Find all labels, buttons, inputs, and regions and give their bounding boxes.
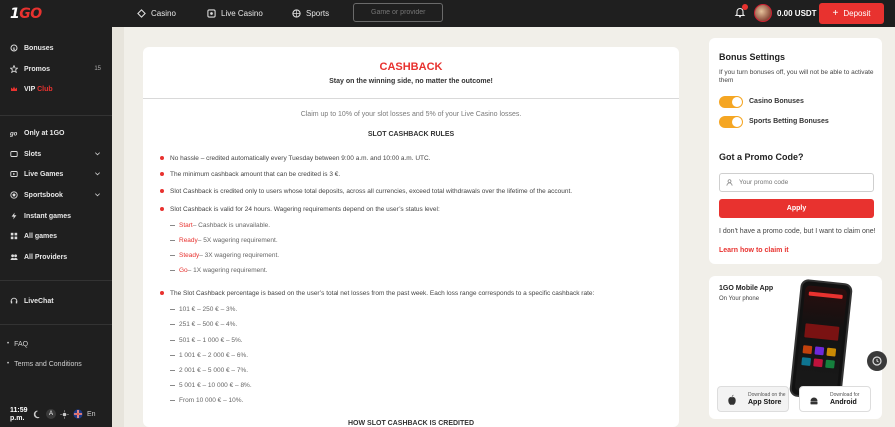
dash-mark — [170, 385, 175, 386]
range-text: 251 € – 500 € – 4%. — [179, 320, 238, 328]
sidebar-item-only-at-1go[interactable] — [10, 126, 105, 140]
rule-text: Slot Cashback is valid for 24 hours. Wagering requirements depend on the user’s status level: — [170, 205, 440, 213]
sidebar-label: Live Games — [24, 170, 64, 178]
range-text: 5 001 € – 10 000 € – 8%. — [179, 381, 252, 389]
rule-item — [160, 169, 340, 179]
level-text: – Cashback is unavailable. — [192, 221, 271, 229]
no-code-text: I don't have a promo code, but I want to claim one! — [719, 228, 876, 235]
sidebar-label: Instant games — [24, 212, 72, 220]
nav-live-casino[interactable] — [207, 0, 263, 27]
dash-mark — [170, 340, 175, 341]
sidebar-link-faq[interactable] — [7, 338, 28, 350]
clock-ampm: p.m. — [10, 415, 25, 422]
search-input[interactable] — [353, 3, 443, 22]
bonus-settings-title: Bonus Settings — [719, 52, 786, 62]
phone-game-tile — [826, 348, 836, 357]
star-icon — [10, 65, 18, 73]
content-gutter — [112, 27, 124, 427]
level-name: Ready — [179, 236, 198, 244]
vip-label: VIP — [24, 85, 36, 93]
slots-icon — [10, 150, 18, 158]
mobile-app-panel — [709, 276, 882, 419]
bullet-dot — [160, 172, 164, 176]
svg-text:$: $ — [12, 45, 16, 51]
sidebar-footer-label: Terms and Conditions — [14, 360, 82, 368]
deposit-button[interactable] — [819, 3, 884, 24]
sidebar-item-bonuses[interactable] — [10, 41, 105, 55]
cashback-card — [143, 47, 679, 427]
phone-game-tile — [803, 345, 813, 354]
logo[interactable]: 1GO — [10, 6, 42, 22]
sidebar-label: Slots — [24, 150, 42, 158]
rule-item — [160, 153, 431, 163]
section-title: HOW SLOT CASHBACK IS CREDITED — [348, 420, 474, 427]
divider — [143, 98, 679, 99]
sidebar-divider — [0, 280, 112, 281]
sports-icon — [292, 9, 301, 18]
nav-casino[interactable] — [137, 0, 176, 27]
theme-auto-toggle[interactable]: A — [46, 409, 56, 419]
phone-game-tile — [825, 360, 835, 369]
club-label: Club — [37, 85, 53, 93]
rule-text: Slot Cashback is credited only to users whose total deposits, across all currencies, exceed total withdrawals over the lifetime of the account. — [170, 187, 573, 195]
sidebar-divider — [0, 324, 112, 325]
providers-icon — [10, 253, 18, 261]
range-text: 501 € – 1 000 € – 5%. — [179, 336, 243, 344]
sidebar-divider — [0, 115, 112, 116]
sidebar — [0, 27, 112, 427]
sidebar-label: All games — [24, 232, 58, 240]
clock-time: 11:59 — [10, 407, 28, 414]
sidebar-link-terms[interactable] — [7, 358, 82, 370]
level-item — [170, 265, 268, 275]
top-bar — [0, 0, 895, 27]
sidebar-item-livechat[interactable] — [10, 294, 105, 308]
app-store-button[interactable] — [717, 386, 789, 412]
moon-icon[interactable] — [33, 410, 42, 419]
dash-mark — [170, 270, 175, 271]
notification-dot — [742, 4, 748, 10]
live-games-icon — [10, 170, 18, 178]
intro-text: Claim up to 10% of your slot losses and 5% of your Live Casino losses. — [300, 111, 522, 118]
avatar[interactable] — [754, 4, 772, 22]
bullet-icon: • — [7, 361, 10, 367]
1go-icon — [10, 129, 18, 137]
rule-text: No hassle – credited automatically every Tuesday between 9:00 a.m. and 10:00 a.m. UTC. — [170, 154, 431, 162]
bonus-icon — [10, 44, 18, 52]
phone-game-tile — [813, 358, 823, 367]
dash-mark — [170, 240, 175, 241]
android-icon — [808, 394, 820, 406]
bonus-settings-panel — [709, 38, 882, 264]
sidebar-label — [24, 86, 53, 93]
flag-uk-icon[interactable] — [73, 409, 83, 419]
level-text: – 1X wagering requirement. — [187, 266, 268, 274]
chevron-down-icon[interactable] — [94, 150, 101, 157]
level-item — [170, 220, 270, 230]
phone-game-tile — [801, 357, 811, 366]
plus-icon: + — [832, 8, 839, 19]
nav-casino-label: Casino — [151, 9, 176, 18]
sidebar-label: LiveChat — [24, 297, 54, 305]
apple-icon — [726, 394, 738, 406]
range-item — [170, 350, 248, 360]
phone-mockup — [789, 279, 853, 402]
casino-icon — [137, 9, 146, 18]
sidebar-item-instant-games[interactable] — [10, 209, 105, 223]
clock — [10, 407, 28, 423]
range-item — [170, 395, 243, 405]
level-item — [170, 235, 278, 245]
sidebar-label: Only at 1GO — [24, 129, 65, 137]
level-item — [170, 250, 279, 260]
grid-icon — [10, 232, 18, 240]
promos-count-badge: 15 — [94, 66, 101, 72]
lightning-icon — [10, 212, 18, 220]
bullet-dot — [160, 156, 164, 160]
range-item — [170, 335, 243, 345]
level-name: Start — [179, 221, 193, 229]
sidebar-item-vip-club[interactable] — [10, 82, 105, 96]
android-small: Download for — [830, 392, 860, 398]
phone-screen — [795, 285, 848, 395]
range-text: 1 001 € – 2 000 € – 6%. — [179, 351, 249, 359]
sports-bonuses-label: Sports Betting Bonuses — [749, 118, 829, 125]
rule-item — [160, 288, 594, 298]
chevron-down-icon[interactable] — [94, 191, 101, 198]
svg-text:go: go — [10, 131, 18, 137]
sidebar-footer-label: FAQ — [14, 340, 29, 348]
bullet-icon: • — [7, 341, 10, 347]
learn-how-link[interactable]: Learn how to claim it — [719, 247, 789, 254]
sidebar-label: Sportsbook — [24, 191, 63, 199]
rule-item — [160, 186, 572, 196]
android-button[interactable] — [799, 386, 871, 412]
rule-item — [160, 204, 440, 214]
dash-mark — [170, 370, 175, 371]
casino-bonuses-toggle[interactable] — [719, 96, 743, 108]
chat-fab-button[interactable] — [867, 351, 887, 371]
sidebar-item-live-games[interactable] — [10, 167, 105, 181]
level-name: Steady — [179, 251, 200, 259]
user-icon — [726, 179, 733, 186]
chat-icon — [867, 351, 887, 371]
range-text: 2 001 € – 5 000 € – 7%. — [179, 366, 249, 374]
chevron-down-icon[interactable] — [94, 170, 101, 177]
sidebar-item-promos[interactable] — [10, 62, 105, 76]
range-text: From 10 000 € – 10%. — [179, 396, 244, 404]
sidebar-label: Promos — [24, 65, 51, 73]
sidebar-label: Bonuses — [24, 44, 54, 52]
dash-mark — [170, 355, 175, 356]
promo-code-input[interactable] — [719, 173, 874, 192]
live-casino-icon — [207, 9, 216, 18]
android-label: Android — [830, 399, 857, 406]
balance[interactable]: 0.00 USDT — [777, 9, 817, 18]
dash-mark — [170, 400, 175, 401]
sidebar-item-sportsbook[interactable] — [10, 188, 105, 202]
mobile-app-title: 1GO Mobile App — [719, 285, 774, 292]
page-subtitle: Stay on the winning side, no matter the outcome! — [329, 78, 493, 85]
sidebar-item-all-providers[interactable] — [10, 250, 105, 264]
level-name: Go — [179, 266, 188, 274]
deposit-label: Deposit — [843, 9, 871, 18]
apply-button[interactable]: Apply — [719, 199, 874, 218]
nav-live-casino-label: Live Casino — [221, 9, 263, 18]
dash-mark — [170, 255, 175, 256]
dash-mark — [170, 324, 175, 325]
range-item — [170, 380, 252, 390]
sports-bonuses-toggle[interactable] — [719, 116, 743, 128]
casino-bonuses-label: Casino Bonuses — [749, 98, 804, 105]
sidebar-label: All Providers — [24, 253, 68, 261]
sidebar-item-slots[interactable] — [10, 147, 105, 161]
nav-sports-label: Sports — [306, 9, 330, 18]
mobile-app-subtitle: On Your phone — [719, 296, 760, 302]
page-title: CASHBACK — [379, 61, 443, 73]
sportsbook-icon — [10, 191, 18, 199]
headset-icon — [10, 297, 18, 305]
bullet-dot — [160, 189, 164, 193]
sidebar-bottom-controls — [33, 409, 96, 419]
crown-icon — [10, 85, 18, 93]
level-text: – 5X wagering requirement. — [197, 236, 278, 244]
bullet-dot — [160, 207, 164, 211]
rules-title: SLOT CASHBACK RULES — [367, 131, 455, 138]
phone-header-bar — [809, 291, 843, 299]
app-store-small: Download on the — [748, 392, 786, 398]
promo-title: Got a Promo Code? — [719, 152, 804, 162]
range-item — [170, 319, 237, 329]
phone-game-tile — [814, 346, 824, 355]
range-text: 101 € – 250 € – 3%. — [179, 305, 238, 313]
range-item — [170, 365, 248, 375]
bonus-settings-note: If you turn bonuses off, you will not be able to activate them — [719, 69, 874, 84]
sun-icon[interactable] — [60, 410, 69, 419]
language-label[interactable]: En — [87, 410, 96, 418]
sidebar-item-all-games[interactable] — [10, 229, 105, 243]
app-store-label: App Store — [748, 399, 782, 406]
phone-banner — [804, 323, 839, 340]
rule-text: The minimum cashback amount that can be credited is 3 €. — [170, 170, 341, 178]
dash-mark — [170, 225, 175, 226]
bullet-dot — [160, 291, 164, 295]
rule-text: The Slot Cashback percentage is based on the user’s total net losses from the past week. Each loss range corresponds to a specific cashback rate: — [170, 289, 595, 297]
range-item — [170, 304, 237, 314]
level-text: – 3X wagering requirement. — [199, 251, 280, 259]
nav-sports[interactable] — [292, 0, 329, 27]
dash-mark — [170, 309, 175, 310]
